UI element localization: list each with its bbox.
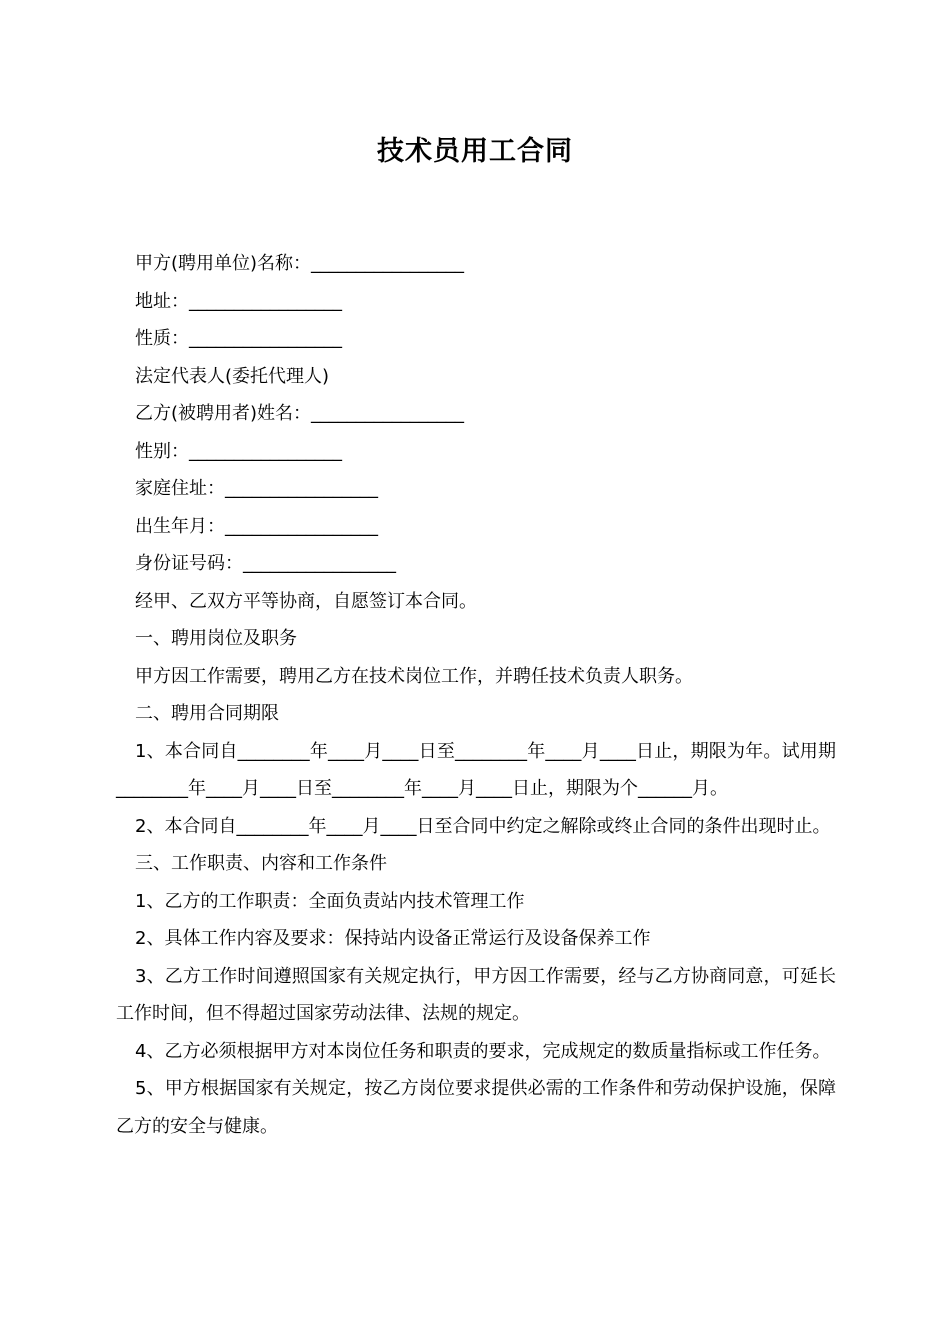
party-a-address-line: 地址：_________________	[135, 290, 342, 312]
party-a-name-line: 甲方(聘用单位)名称：_________________	[135, 253, 465, 274]
duties-clause-3: 3、乙方工作时间遵照国家有关规定执行，甲方因工作需要，经与乙方协商同意，可延长工作时间，但不得超过国家劳动法律、法规的规定。	[116, 965, 836, 1024]
document-title: 技术员用工合同	[377, 136, 573, 167]
party-a-nature-line: 性质：_________________	[135, 328, 342, 349]
duties-clause-2: 2、具体工作内容及要求：保持站内设备正常运行及设备保养工作	[135, 928, 651, 949]
section-heading-term: 二、聘用合同期限	[135, 703, 279, 724]
duties-clause-5: 5、甲方根据国家有关规定，按乙方岗位要求提供必需的工作条件和劳动保护设施，保障乙方的安全与健康。	[116, 1078, 836, 1137]
section-heading-duties: 三、工作职责、内容和工作条件	[135, 853, 387, 874]
legal-representative-line: 法定代表人(委托代理人)	[135, 365, 330, 387]
agreement-statement: 经甲、乙双方平等协商，自愿签订本合同。	[135, 590, 477, 612]
section-heading-position: 一、聘用岗位及职务	[135, 628, 297, 649]
duties-clause-4: 4、乙方必须根据甲方对本岗位任务和职责的要求，完成规定的数质量指标或工作任务。	[135, 1040, 831, 1062]
party-b-name-line: 乙方(被聘用者)姓名：_________________	[135, 403, 465, 424]
term-clause-1: 1、本合同自________年____月____日至________年____月____日止，期限为年。试用期________年____月____日至________年____月____日止，期限为个______月。	[116, 740, 836, 799]
document-body	[116, 245, 836, 1145]
term-clause-2: 2、本合同自________年____月____日至合同中约定之解除或终止合同的条件出现时止。	[135, 815, 831, 837]
duties-clause-1: 1、乙方的工作职责：全面负责站内技术管理工作	[135, 890, 525, 912]
party-b-gender-line: 性别：_________________	[135, 440, 342, 462]
party-b-home-address-line: 家庭住址：_________________	[135, 478, 378, 499]
position-clause: 甲方因工作需要，聘用乙方在技术岗位工作，并聘任技术负责人职务。	[135, 665, 693, 687]
party-b-birth-date-line: 出生年月：_________________	[135, 515, 378, 537]
party-b-id-number-line: 身份证号码：_________________	[135, 553, 396, 574]
